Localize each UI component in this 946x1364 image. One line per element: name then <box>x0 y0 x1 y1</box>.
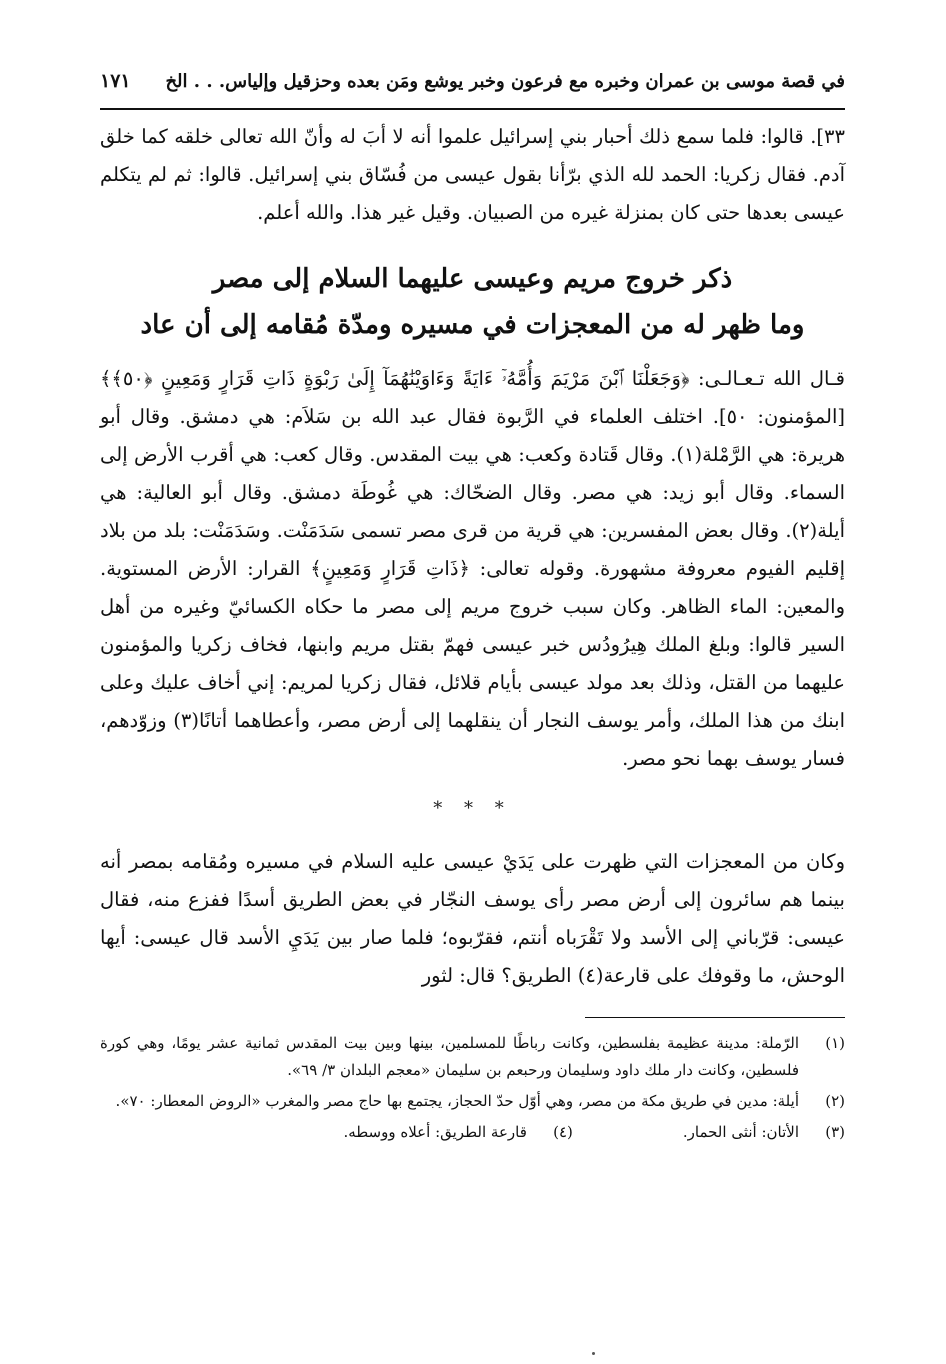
footnote-4 <box>343 1119 572 1146</box>
footnote-text: الأتان: أنثى الحمار. <box>682 1123 799 1141</box>
page-number: ١٧١ <box>100 70 131 92</box>
footnote-2 <box>100 1088 845 1115</box>
footnote-1 <box>100 1030 845 1084</box>
paragraph-miracles: وكان من المعجزات التي ظهرت على يَدَيْ عيسى عليه السلام في مسيره ومُقامه بمصر أنه بينما هم سائرون إلى أرض مصر رأى يوسف النجّار في بعض الطريق أسدًا ففزع منه، فقال عيسى: قرّباني إلى الأسد ولا تَقْرَباه أنتم، فقرّبوه؛ فلما صار بين يَدَيِ الأسد قال عيسى: أيها الوحش، ما وقوفك على قارعة(٤) الطريق؟ قال: لثور <box>100 850 845 987</box>
paragraph-rabwa: قـال الله تـعـالـى: ﴿وَجَعَلْنَا ٱبْنَ مَرْيَمَ وَأُمَّهُۥٓ ءَايَةً وَءَاوَيْنَٰهُمَآ إِلَىٰ رَبْوَةٍ ذَاتِ قَرَارٍ وَمَعِينٍ ﴿٥٠﴾﴾ [المؤمنون: ٥٠]. اختلف العلماء في الرَّبوة فقال عبد الله بن سَلاَم: هي دمشق. وقال أبو هريرة: هي الرَّمْلة(١). وقال قَتادة وكعب: هي بيت المقدس. وقال كعب: هي أقرب الأرض إلى السماء. وقال أبو زيد: هي مصر. وقال الضحّاك: هي غُوطَة دمشق. وقال أبو العالية: هي أيلة(٢). وقال بعض المفسرين: هي قرية من قرى مصر تسمى سَدَمَنْت. وسَدَمَنْت: بلد من بلاد إقليم الفيوم معروفة مشهورة. وقوله تعالى: ﴿ذَاتِ قَرَارٍ وَمَعِينٍ﴾ القرار: الأرض المستوية. والمعين: الماء الظاهر. وكان سبب خروج مريم إلى مصر ما حكاه الكسائيّ وغيره من أهل السير قالوا: وبلغ الملك هِيرُودُس خبر عيسى فهمّ بقتل مريم وابنها، فخاف زكريا والمؤمنون عليهما من القتل، وذلك بعد مولد عيسى بأيام قلائل، فقال زكريا لمريم: إني أخاف عليك وعلى ابنك من هذا الملك، وأمر يوسف النجار أن ينقلهما إلى أرض مصر، وأعطاهما أتانًا(٣) وزوّدهم، فسار يوسف بهما نحو مصر. <box>100 367 845 770</box>
scan-speck <box>592 1352 595 1355</box>
section-separator: * * * <box>433 798 512 819</box>
footnote-number: (٣) <box>825 1123 845 1141</box>
footnote-row <box>100 1119 845 1146</box>
footnote-number: (١) <box>825 1034 845 1052</box>
footnote-3 <box>683 1119 845 1146</box>
footnote-number: (٢) <box>825 1092 845 1110</box>
footnote-text: أيلة: مدين في طريق مكة من مصر، وهي أوّل حدّ الحجاز، يجتمع بها حاج مصر والمغرب «الروض المعطار: ٧٠». <box>115 1092 799 1110</box>
book-page <box>100 70 845 1146</box>
footnote-number: (٤) <box>553 1123 573 1141</box>
running-header <box>100 70 845 110</box>
footnote-divider <box>585 1017 845 1018</box>
chapter-heading-line-2: وما ظهر له من المعجزات في مسيره ومدّة مُقامه إلى أن عاد <box>140 310 805 340</box>
footnote-text: الرّملة: مدينة عظيمة بفلسطين، وكانت رباطًا للمسلمين، بينها وبين بيت المقدس ثمانية عشر يومًا، وهي كورة فلسطين، وكانت دار ملك داود وسليمان ورحبعم بن سليمان «معجم البلدان ٣/ ٦٩». <box>100 1034 799 1079</box>
paragraph-opening: ٣٣]. قالوا: فلما سمع ذلك أحبار بني إسرائيل علموا أنه لا أبَ له وأنّ الله تعالى خلقه كما خلق آدم. فقال زكريا: الحمد لله الذي برّأنا بقول عيسى من فُسّاق بني إسرائيل. قالوا: ثم لم يتكلم عيسى بعدها حتى كان بمنزلة غيره من الصبيان. وقيل غير هذا. والله أعلم. <box>100 125 845 224</box>
footnotes <box>100 1030 845 1146</box>
footnote-text: قارعة الطريق: أعلاه ووسطه. <box>343 1123 527 1141</box>
chapter-heading <box>100 256 845 348</box>
chapter-heading-line-1: ذكر خروج مريم وعيسى عليهما السلام إلى مصر <box>212 264 733 294</box>
running-title: في قصة موسى بن عمران وخبره مع فرعون وخبر يوشع ومَن بعده وحزقيل وإلياس. . . الخ <box>165 71 845 92</box>
